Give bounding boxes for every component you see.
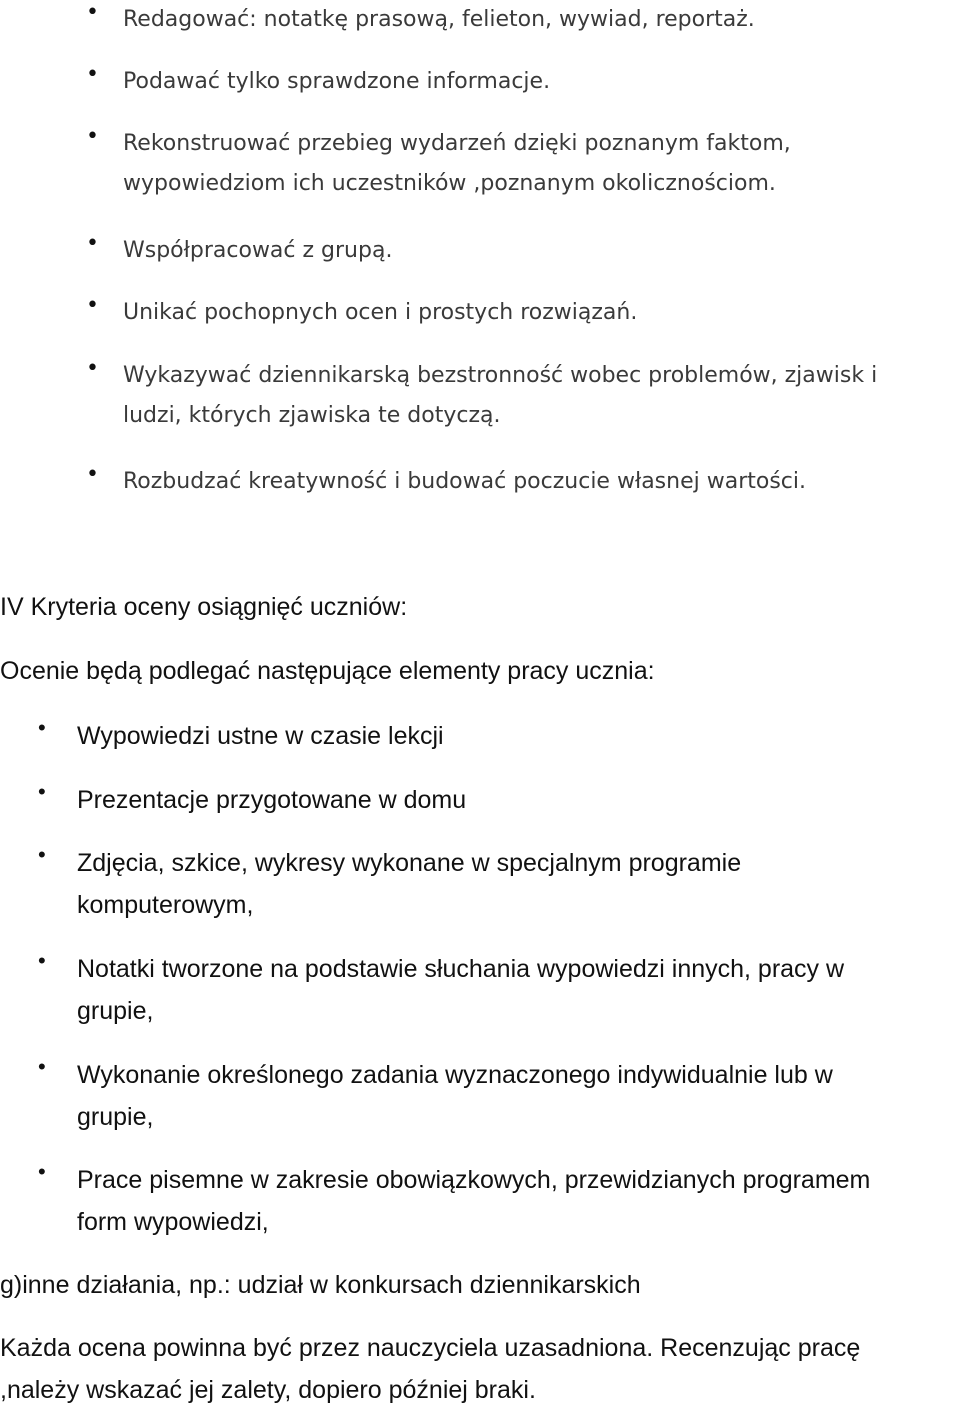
bullet-icon: • xyxy=(38,715,46,740)
bullet-icon: • xyxy=(38,779,46,804)
bullet-icon: • xyxy=(38,842,46,867)
list-item-text: Rekonstruować przebieg wydarzeń dzięki poznanym faktom, xyxy=(123,131,791,156)
bullet-icon: • xyxy=(86,356,99,381)
bullet-icon: • xyxy=(86,293,99,318)
section-heading: IV Kryteria oceny osiągnięć uczniów: xyxy=(0,593,408,621)
bullet-icon: • xyxy=(38,1054,46,1079)
bullet-icon: • xyxy=(38,948,46,973)
bullet-icon: • xyxy=(86,462,99,487)
list-item-text-continued: grupie, xyxy=(77,1103,154,1131)
list-item-text-continued: form wypowiedzi, xyxy=(77,1208,269,1236)
bullet-icon: • xyxy=(38,1159,46,1184)
closing-line: Każda ocena powinna być przez nauczyciela uzasadniona. Recenzując pracę xyxy=(0,1334,861,1362)
list-item-text: Prezentacje przygotowane w domu xyxy=(77,786,467,814)
section-intro: Ocenie będą podlegać następujące elementy pracy ucznia: xyxy=(0,657,655,685)
list-item-text: Redagować: notatkę prasową, felieton, wywiad, reportaż. xyxy=(123,7,755,32)
closing-line: ,należy wskazać jej zalety, dopiero później braki. xyxy=(0,1376,536,1404)
list-item-text: Unikać pochopnych ocen i prostych rozwiązań. xyxy=(123,300,638,325)
list-item-text-continued: grupie, xyxy=(77,997,154,1025)
list-item-text-continued: komputerowym, xyxy=(77,891,254,919)
list-item-text: Zdjęcia, szkice, wykresy wykonane w specjalnym programie xyxy=(77,849,742,877)
list-item-text: Prace pisemne w zakresie obowiązkowych, przewidzianych programem xyxy=(77,1166,871,1194)
list-item-text: Rozbudzać kreatywność i budować poczucie własnej wartości. xyxy=(123,469,806,494)
closing-paragraph xyxy=(0,1327,960,1411)
list-item-text-continued: ludzi, których zjawiska te dotyczą. xyxy=(123,403,501,428)
list-item-text: Wykazywać dziennikarską bezstronność wobec problemów, zjawisk i xyxy=(123,363,878,388)
bullet-icon: • xyxy=(86,0,99,25)
bullet-icon: • xyxy=(86,62,99,87)
list-item-text: Współpracować z grupą. xyxy=(123,238,393,263)
other-activities: g)inne działania, np.: udział w konkursach dziennikarskich xyxy=(0,1271,641,1299)
list-item-text: Podawać tylko sprawdzone informacje. xyxy=(123,69,551,94)
list-item-text: Wypowiedzi ustne w czasie lekcji xyxy=(77,722,444,750)
bullet-icon: • xyxy=(86,231,99,256)
list-item-text-continued: wypowiedziom ich uczestników ,poznanym okolicznościom. xyxy=(123,171,776,196)
bullet-icon: • xyxy=(86,124,99,149)
list-item-text: Wykonanie określonego zadania wyznaczonego indywidualnie lub w xyxy=(77,1061,833,1089)
list-item-text: Notatki tworzone na podstawie słuchania wypowiedzi innych, pracy w xyxy=(77,955,845,983)
